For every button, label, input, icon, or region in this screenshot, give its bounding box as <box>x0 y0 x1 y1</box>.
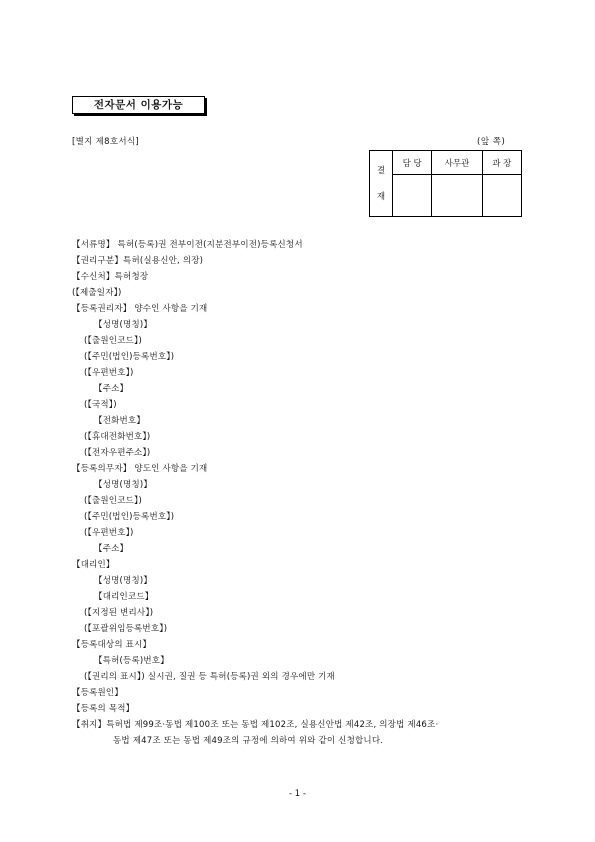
electronic-document-badge: 전자문서 이용가능 <box>72 96 205 114</box>
field-submission-date: (【제출일자】) <box>72 288 122 298</box>
approval-label-char-2: 재 <box>376 191 386 202</box>
approval-sign-officer[interactable] <box>432 175 482 217</box>
field-registration-cause: 【등록원인】 <box>72 688 124 698</box>
assignee-name: 【성명(명칭)】 <box>94 320 153 330</box>
field-purport-continued: 동법 제47조 또는 동법 제49조의 규정에 의하여 위와 같이 신청합니다. <box>113 736 384 746</box>
assignee-mobile: (【휴대전화번호】) <box>84 432 151 442</box>
section-assignee: 【등록권리자】 양수인 사항을 기재 <box>72 304 208 314</box>
assignee-address: 【주소】 <box>94 384 129 394</box>
approval-table <box>369 150 522 217</box>
assignor-applicant-code: (【출원인코드】) <box>84 496 142 506</box>
field-purport: 【취지】특허법 제99조·동법 제100조 또는 동법 제102조, 실용신안법 제42조, 의장법 제46조· <box>72 720 439 730</box>
front-side-label: (앞 쪽) <box>477 137 506 147</box>
section-agent: 【대리인】 <box>72 560 115 570</box>
field-document-name: 【서류명】 특허(등록)권 전부이전(지분전부이전)등록신청서 <box>72 240 303 250</box>
assignee-nationality: (【국적】) <box>84 400 117 410</box>
approval-label-char-1: 결 <box>376 165 386 176</box>
agent-code: 【대리인코드】 <box>94 592 154 602</box>
section-assignor: 【등록의무자】 양도인 사항을 기재 <box>72 464 208 474</box>
assignee-email: (【전자우편주소】) <box>84 448 151 458</box>
agent-name: 【성명(명칭)】 <box>94 576 153 586</box>
approval-sign-chief[interactable] <box>482 175 521 217</box>
field-recipient: 【수신처】특허청장 <box>72 272 149 282</box>
approval-sign-staff[interactable] <box>393 175 432 217</box>
assignee-postal-code: (【우편번호】) <box>84 368 134 378</box>
form-number: [별지 제8호서식] <box>72 137 140 147</box>
assignee-registration-number: (【주민(법인)등록번호】) <box>84 352 175 362</box>
assignee-applicant-code: (【출원인코드】) <box>84 336 142 346</box>
field-right-type: 【권리구분】특허(실용신안, 의장) <box>72 256 204 266</box>
target-patent-number: 【특허(등록)번호】 <box>94 656 169 666</box>
agent-designated-attorney: (【지정된 변리사】) <box>84 608 154 618</box>
approval-header-chief: 과 장 <box>482 151 521 175</box>
assignor-address: 【주소】 <box>94 544 129 554</box>
assignor-name: 【성명(명칭)】 <box>94 480 153 490</box>
approval-label <box>370 151 393 217</box>
approval-header-staff: 담 당 <box>393 151 432 175</box>
target-right-indication: (【권리의 표시】) 실시권, 질권 등 특허(등록)권 외의 경우에만 기재 <box>84 672 335 682</box>
assignor-registration-number: (【주민(법인)등록번호】) <box>84 512 175 522</box>
field-registration-purpose: 【등록의 목적】 <box>72 704 135 714</box>
section-registration-target: 【등록대상의 표시】 <box>72 640 152 650</box>
assignor-postal-code: (【우편번호】) <box>84 528 134 538</box>
assignee-phone: 【전화번호】 <box>94 416 146 426</box>
agent-general-power-number: (【포괄위임등록번호】) <box>84 624 168 634</box>
approval-header-officer: 사무관 <box>432 151 482 175</box>
page-number: - 1 - <box>289 789 306 799</box>
